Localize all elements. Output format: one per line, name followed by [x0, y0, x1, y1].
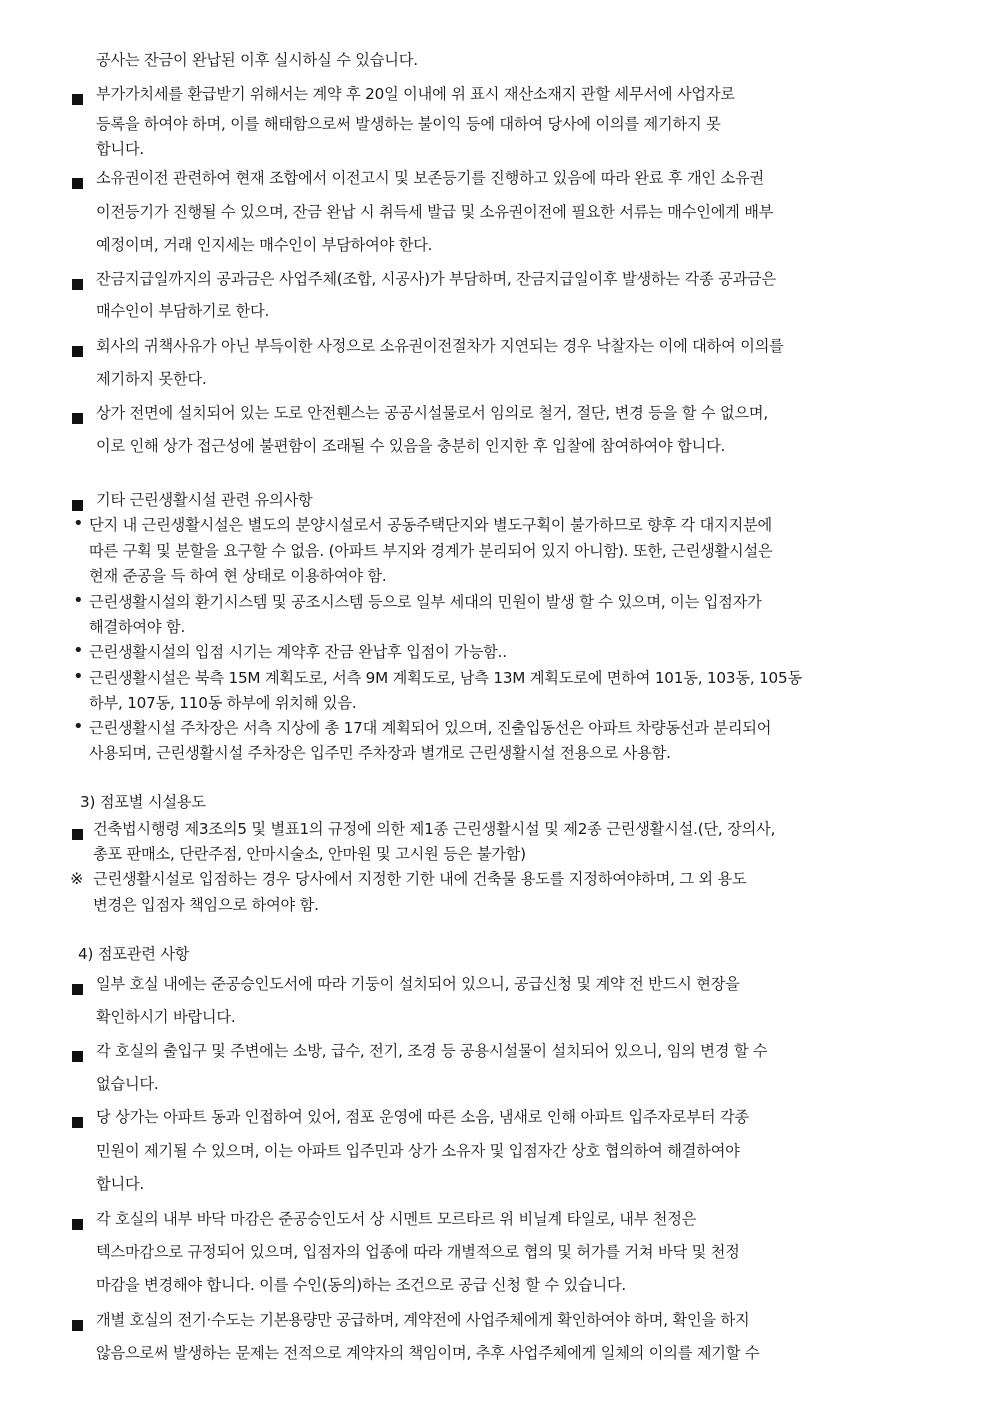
paragraph-line: 소유권이전 관련하여 현재 조합에서 이전고시 및 보존등기를 진행하고 있음에 따라 완료 후 개인 소유권 [96, 169, 764, 187]
paragraph-continuation-line: 이로 인해 상가 접근성에 불편함이 조래될 수 있음을 충분히 인지한 후 입찰에 참여하여야 합니다. [96, 437, 726, 455]
square-bullet-icon [72, 1112, 83, 1134]
paragraph-continuation-line: 마감을 변경해야 합니다. 이를 수인(동의)하는 조건으로 공급 신청 할 수 있습니다. [96, 1276, 627, 1294]
paragraph-continuation-line: 총포 판매소, 단란주점, 안마시술소, 안마원 및 고시원 등은 불가함) [93, 845, 526, 863]
paragraph-continuation-line: 합니다. [96, 1175, 145, 1193]
paragraph-line: 각 호실의 출입구 및 주변에는 소방, 급수, 전기, 조경 등 공용시설물이 설치되어 있으니, 임의 변경 할 수 [96, 1042, 768, 1060]
paragraph-line: 부가가치세를 환급받기 위해서는 계약 후 20일 이내에 위 표시 재산소재지 관할 세무서에 사업자로 [96, 85, 735, 103]
square-bullet-icon [72, 824, 83, 846]
paragraph-continuation-line: 이전등기가 진행될 수 있으며, 잔금 완납 시 취득세 발급 및 소유권이전에 필요한 서류는 매수인에게 배부 [96, 203, 774, 221]
dot-bullet-icon: • [73, 716, 84, 737]
paragraph-continuation-line: 매수인이 부담하기로 한다. [96, 302, 270, 320]
square-bullet-icon [72, 979, 83, 1001]
paragraph-continuation-line: 따른 구획 및 분할을 요구할 수 없음. (아파트 부지와 경계가 분리되어 있지 아니함). 또한, 근린생활시설은 [89, 542, 773, 560]
paragraph-line: 회사의 귀책사유가 아닌 부득이한 사정으로 소유권이전절차가 지연되는 경우 낙찰자는 이에 대하여 이의를 [96, 337, 784, 355]
paragraph-line: 3) 점포별 시설용도 [80, 793, 206, 811]
paragraph-continuation-line: 제기하지 못한다. [96, 370, 207, 388]
paragraph-continuation-line: 민원이 제기될 수 있으며, 이는 아파트 입주민과 상가 소유자 및 입점자간 상호 협의하여 해결하여야 [96, 1142, 740, 1160]
paragraph-continuation-line: 사용되며, 근린생활시설 주차장은 입주민 주차장과 별개로 근린생활시설 전용으로 사용함. [89, 744, 671, 762]
paragraph-line: 근린생활시설 주차장은 서측 지상에 총 17대 계획되어 있으며, 진출입동선은 아파트 차량동선과 분리되어 [89, 719, 772, 737]
paragraph-continuation-line: 없습니다. [96, 1075, 159, 1093]
paragraph-line: 상가 전면에 설치되어 있는 도로 안전휀스는 공공시설물로서 임의로 철거, 절단, 변경 등을 할 수 없으며, [96, 404, 768, 422]
dot-bullet-icon: • [73, 640, 84, 661]
paragraph-line: 건축법시행령 제3조의5 및 별표1의 규정에 의한 제1종 근린생활시설 및 제2종 근린생활시설.(단, 장의사, [93, 820, 776, 838]
paragraph-line: 근린생활시설로 입점하는 경우 당사에서 지정한 기한 내에 건축물 용도를 지정하여야하며, 그 외 용도 [93, 870, 747, 888]
square-bullet-icon [72, 341, 83, 363]
paragraph-line: 개별 호실의 전기·수도는 기본용량만 공급하며, 계약전에 사업주체에게 확인하여야 하며, 확인을 하지 [96, 1311, 750, 1329]
paragraph-line: 잔금지급일까지의 공과금은 사업주체(조합, 시공사)가 부담하며, 잔금지급일이후 발생하는 각종 공과금은 [96, 270, 776, 288]
square-bullet-icon [72, 173, 83, 195]
dot-bullet-icon: • [73, 666, 84, 687]
paragraph-continuation-line: 합니다. [96, 140, 145, 158]
paragraph-line: 기타 근린생활시설 관련 유의사항 [96, 491, 313, 509]
paragraph-continuation-line: 현재 준공을 득 하여 현 상태로 이용하여야 함. [89, 567, 387, 585]
square-bullet-icon [72, 1046, 83, 1068]
paragraph-continuation-line: 등록을 하여야 하며, 이를 해태함으로써 발생하는 불이익 등에 대하여 당사에 이의를 제기하지 못 [96, 115, 721, 133]
paragraph-continuation-line: 확인하시기 바랍니다. [96, 1008, 236, 1026]
dot-bullet-icon: • [73, 590, 84, 611]
square-bullet-icon [72, 408, 83, 430]
dot-bullet-icon: • [73, 513, 84, 534]
square-bullet-icon [72, 89, 83, 111]
square-bullet-icon [72, 274, 83, 296]
paragraph-continuation-line: 하부, 107동, 110동 하부에 위치해 있음. [89, 694, 357, 712]
paragraph-line: 일부 호실 내에는 준공승인도서에 따라 기둥이 설치되어 있으니, 공급신청 및 계약 전 반드시 현장을 [96, 975, 740, 993]
note-mark: ※ [70, 869, 84, 888]
paragraph-continuation-line: 변경은 입점자 책임으로 하여야 함. [93, 896, 319, 914]
paragraph-continuation-line: 않음으로써 발생하는 문제는 전적으로 계약자의 책임이며, 추후 사업주체에게 일체의 이의를 제기할 수 [96, 1344, 760, 1362]
paragraph-continuation-line: 텍스마감으로 규정되어 있으며, 입점자의 업종에 따라 개별적으로 협의 및 허가를 거쳐 바닥 및 천정 [96, 1243, 740, 1261]
square-bullet-icon [72, 1315, 83, 1337]
paragraph-line: 공사는 잔금이 완납된 이후 실시하실 수 있습니다. [96, 51, 418, 69]
square-bullet-icon [72, 1214, 83, 1236]
paragraph-line: 4) 점포관련 사항 [78, 945, 190, 963]
paragraph-line: 근린생활시설의 환기시스템 및 공조시스템 등으로 일부 세대의 민원이 발생 할 수 있으며, 이는 입점자가 [89, 593, 762, 611]
paragraph-continuation-line: 해결하여야 함. [89, 618, 186, 636]
paragraph-line: 근린생활시설의 입점 시기는 계약후 잔금 완납후 입점이 가능함.. [89, 643, 507, 661]
paragraph-continuation-line: 예정이며, 거래 인지세는 매수인이 부담하여야 한다. [96, 236, 433, 254]
paragraph-line: 당 상가는 아파트 동과 인접하여 있어, 점포 운영에 따른 소음, 냄새로 인해 아파트 입주자로부터 각종 [96, 1108, 749, 1126]
paragraph-line: 각 호실의 내부 바닥 마감은 준공승인도서 상 시멘트 모르타르 위 비닐계 타일로, 내부 천정은 [96, 1210, 697, 1228]
paragraph-line: 단지 내 근린생활시설은 별도의 분양시설로서 공동주택단지와 별도구획이 불가하므로 향후 각 대지지분에 [89, 516, 773, 534]
paragraph-line: 근린생활시설은 북측 15M 계획도로, 서측 9M 계획도로, 남측 13M 계획도로에 면하여 101동, 103동, 105동 [89, 669, 802, 687]
